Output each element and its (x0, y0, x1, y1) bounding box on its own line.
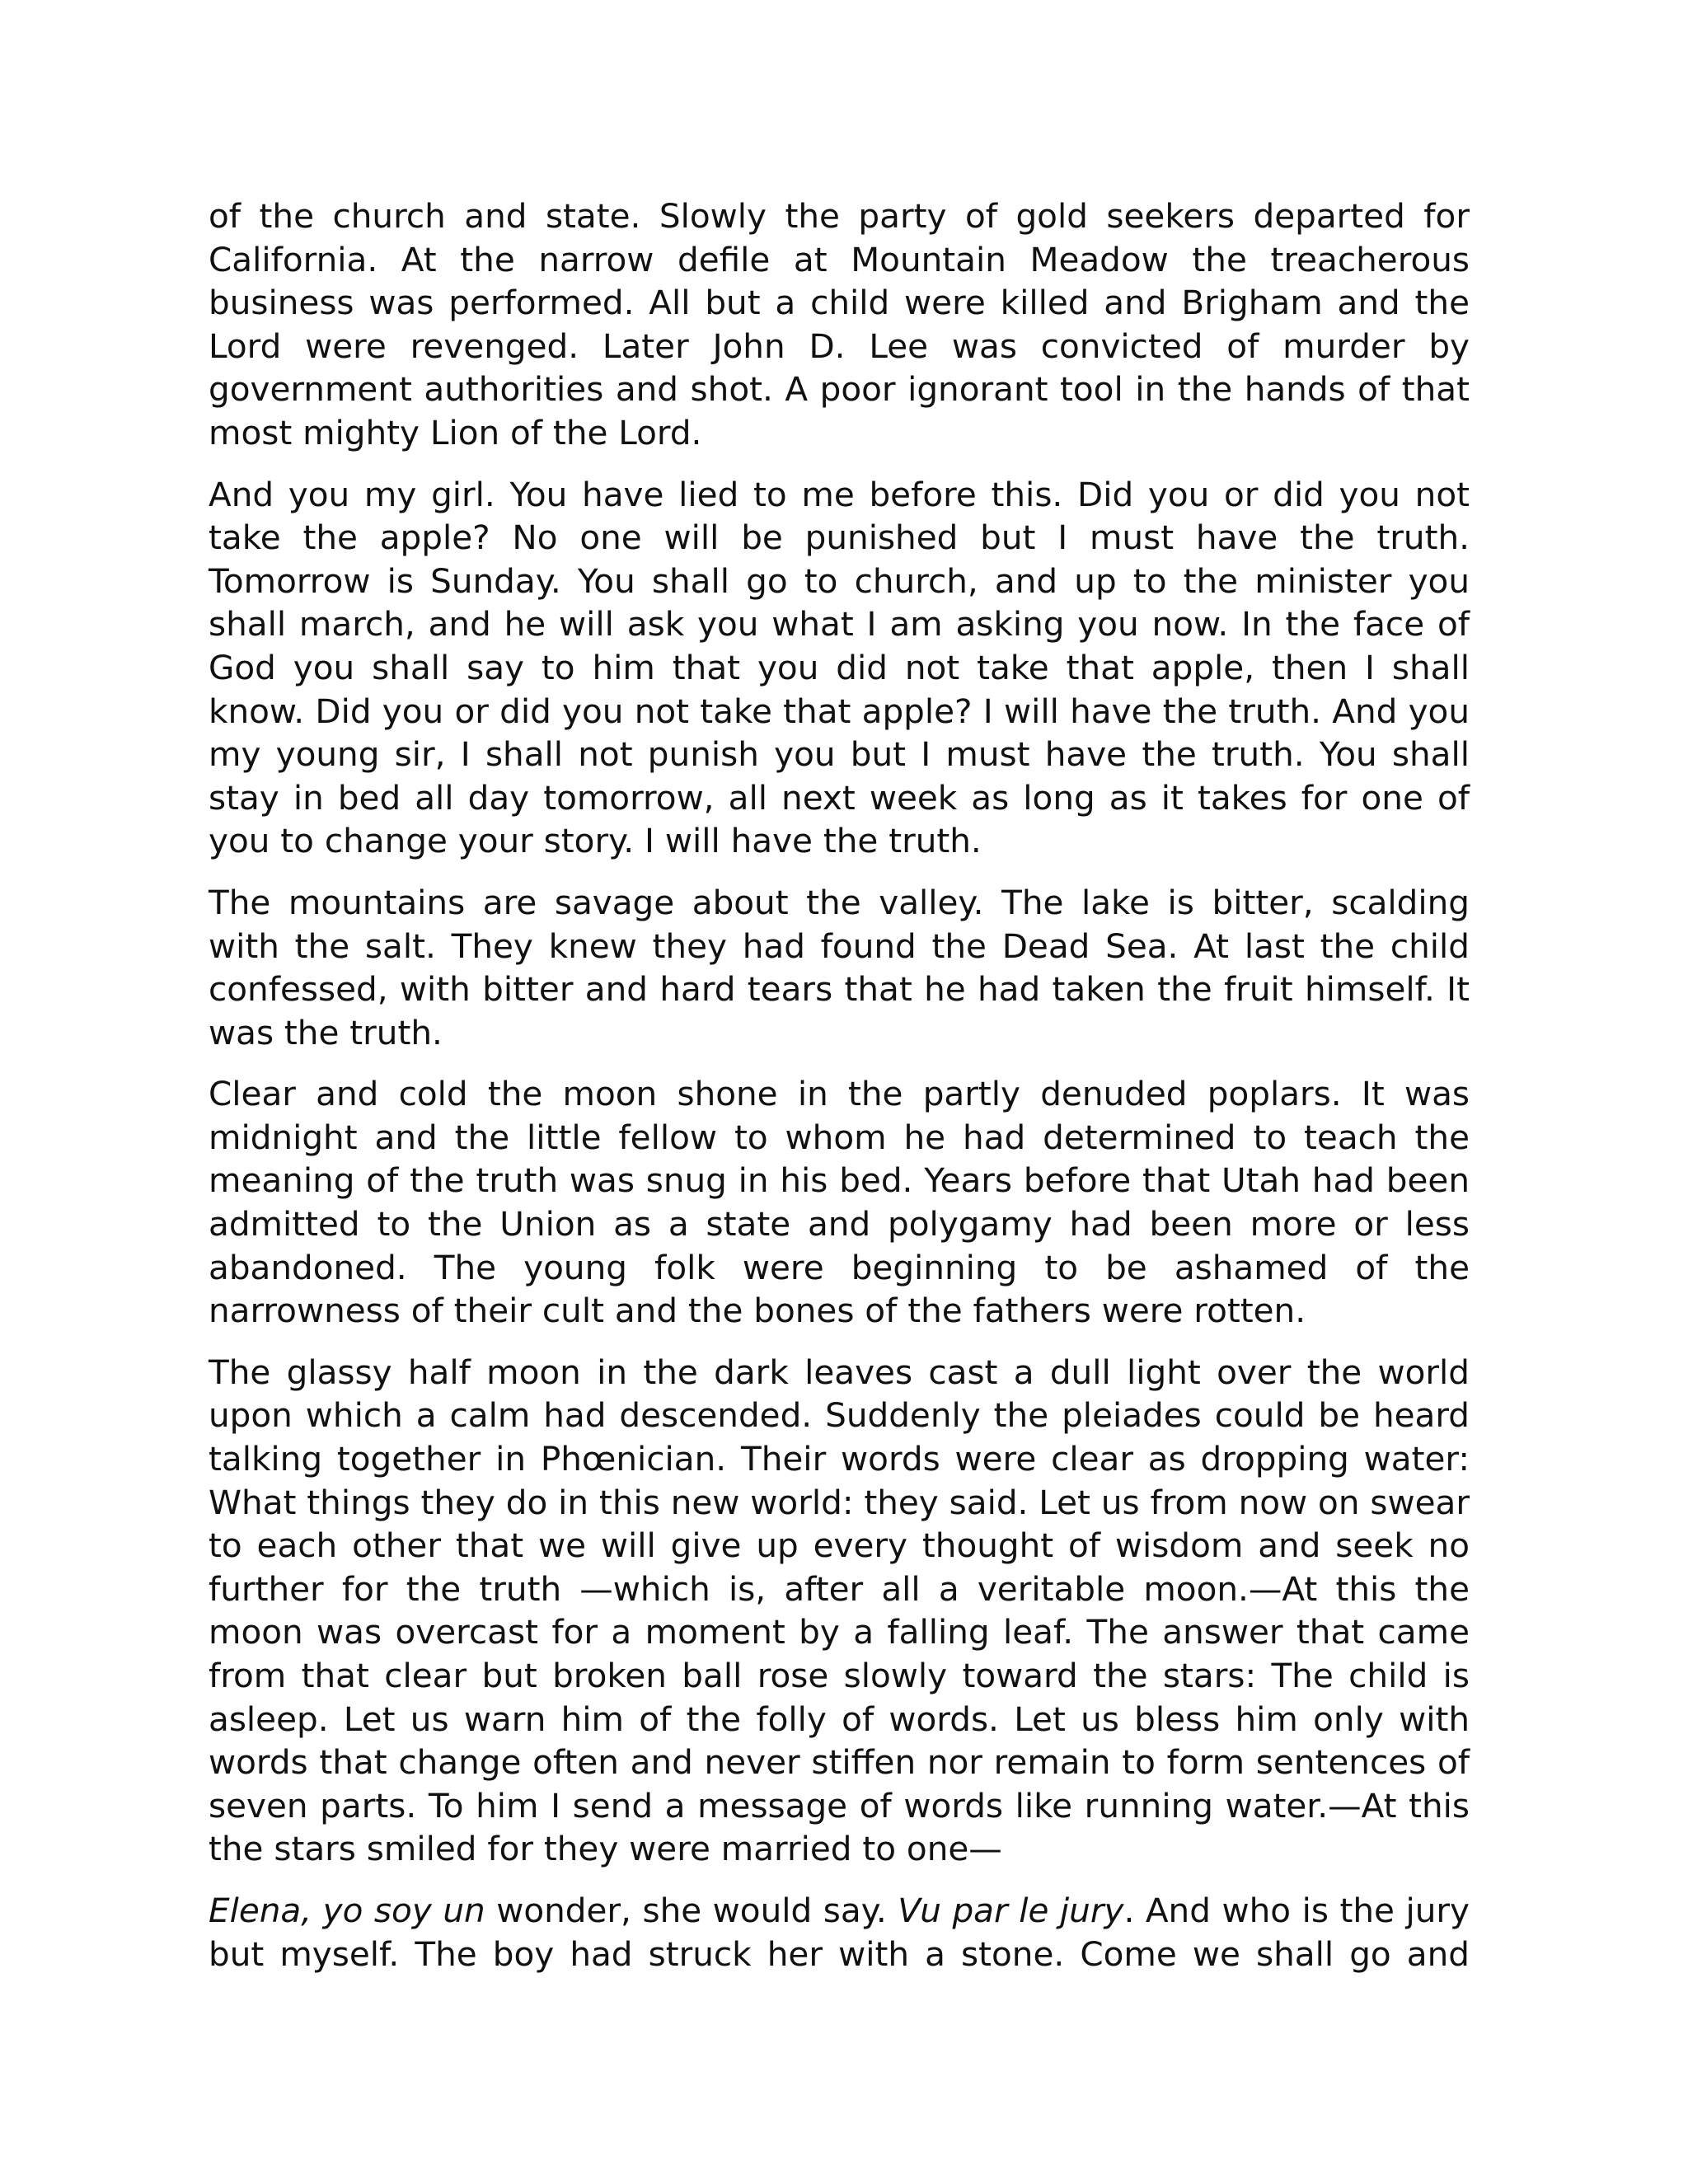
paragraph-5: The glassy half moon in the dark leaves cast a dull light over the world upon which a calm had descended. Suddenly the pleiades could be heard talking together in Phœnician. Their words were clear as dropping water: What things they do in this new world: they said. Let us from now on swear to each other that we will give up every thought of wisdom and seek no further for the truth —which is, after all a veritable moon.—At this the moon was overcast for a moment by a falling leaf. The answer that came from that clear but broken ball rose slowly toward the stars: The child is asleep. Let us warn him of the folly of words. Let us bless him only with words that change often and never stiffen nor remain to form sentences of seven parts. To him I send a message of words like running water.—At this the stars smiled for they were married to one— (209, 1352, 1470, 1869)
text-run-2: . And who is the jury but myself. The boy had struck her with a stone. Come we shall go and (209, 1890, 1470, 1974)
paragraph-2: And you my girl. You have lied to me before this. Did you or did you not take the apple? No one will be punished but I must have the truth. Tomorrow is Sunday. You shall go to church, and up to the minister you shall march, and he will ask you what I am asking you now. In the face of God you shall say to him that you did not take that apple, then I shall know. Did you or did you not take that apple? I will have the truth. And you my young sir, I shall not punish you but I must have the truth. You shall stay in bed all day tomorrow, all next week as long as it takes for one of you to change your story. I will have the truth. (209, 474, 1470, 861)
italic-phrase-spanish: Elena, yo soy un (209, 1890, 485, 1930)
paragraph-3: The mountains are savage about the valley. The lake is bitter, scalding with the salt. They knew they had found the Dead Sea. At last the child confessed, with bitter and hard tears that he had taken the fruit himself. It was the truth. (209, 882, 1470, 1052)
body-text (209, 194, 1470, 1994)
italic-phrase-french: Vu par le jury (898, 1890, 1124, 1930)
text-run-1: wonder, she would say. (485, 1890, 898, 1930)
paragraph-6 (209, 1889, 1470, 1975)
paragraph-1: of the church and state. Slowly the party of gold seekers departed for California. At the narrow defile at Mountain Meadow the treacherous business was performed. All but a child were killed and Brigham and the Lord were revenged. Later John D. Lee was convicted of murder by government authorities and shot. A poor ignorant tool in the hands of that most mighty Lion of the Lord. (209, 196, 1470, 452)
paragraph-4: Clear and cold the moon shone in the partly denuded poplars. It was midnight and the little fellow to whom he had determined to teach the meaning of the truth was snug in his bed. Years before that Utah had been admitted to the Union as a state and polygamy had been more or less abandoned. The young folk were beginning to be ashamed of the narrowness of their cult and the bones of the fathers were rotten. (209, 1074, 1470, 1331)
